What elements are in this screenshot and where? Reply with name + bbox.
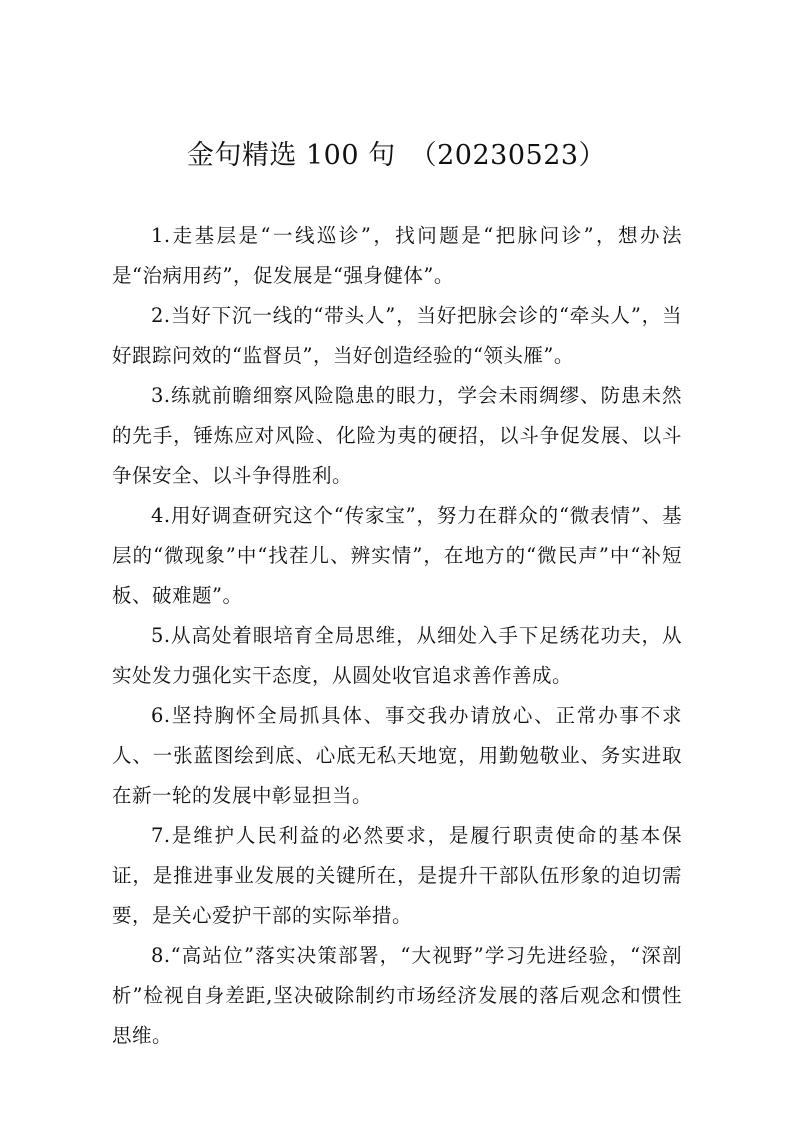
paragraph-6: 6.坚持胸怀全局抓具体、事交我办请放心、正常办事不求人、一张蓝图绘到底、心底无私天地宽，用勤勉敬业、务实进取在新一轮的发展中彰显担当。 xyxy=(112,704,682,807)
document-title xyxy=(0,136,793,176)
paragraph-1: 1.走基层是“一线巡诊”，找问题是“把脉问诊”，想办法是“治病用药”，促发展是“强身健体”。 xyxy=(112,224,682,287)
title-main-text: 金句精选 100 句 xyxy=(186,140,396,171)
title-date-text: （20230523） xyxy=(409,140,607,171)
paragraph-4: 4.用好调查研究这个“传家宝”，努力在群众的“微表情”、基层的“微现象”中“找茬儿、辨实情”，在地方的“微民声”中“补短板、破难题”。 xyxy=(112,504,682,607)
paragraph-2: 2.当好下沉一线的“带头人”，当好把脉会诊的“牵头人”，当好跟踪问效的“监督员”，当好创造经验的“领头雁”。 xyxy=(112,304,682,367)
paragraph-5: 5.从高处着眼培育全局思维，从细处入手下足绣花功夫，从实处发力强化实干态度，从圆处收官追求善作善成。 xyxy=(112,624,682,687)
paragraph-8: 8.“高站位”落实决策部署，“大视野”学习先进经验，“深剖析”检视自身差距,坚决破除制约市场经济发展的落后观念和惯性思维。 xyxy=(112,944,682,1047)
paragraph-7: 7.是维护人民利益的必然要求，是履行职责使命的基本保证，是推进事业发展的关键所在，是提升干部队伍形象的迫切需要，是关心爱护干部的实际举措。 xyxy=(112,824,682,927)
document-body xyxy=(112,216,682,1056)
paragraph-3: 3.练就前瞻细察风险隐患的眼力，学会未雨绸缪、防患未然的先手，锤炼应对风险、化险为夷的硬招，以斗争促发展、以斗争保安全、以斗争得胜利。 xyxy=(112,384,682,487)
